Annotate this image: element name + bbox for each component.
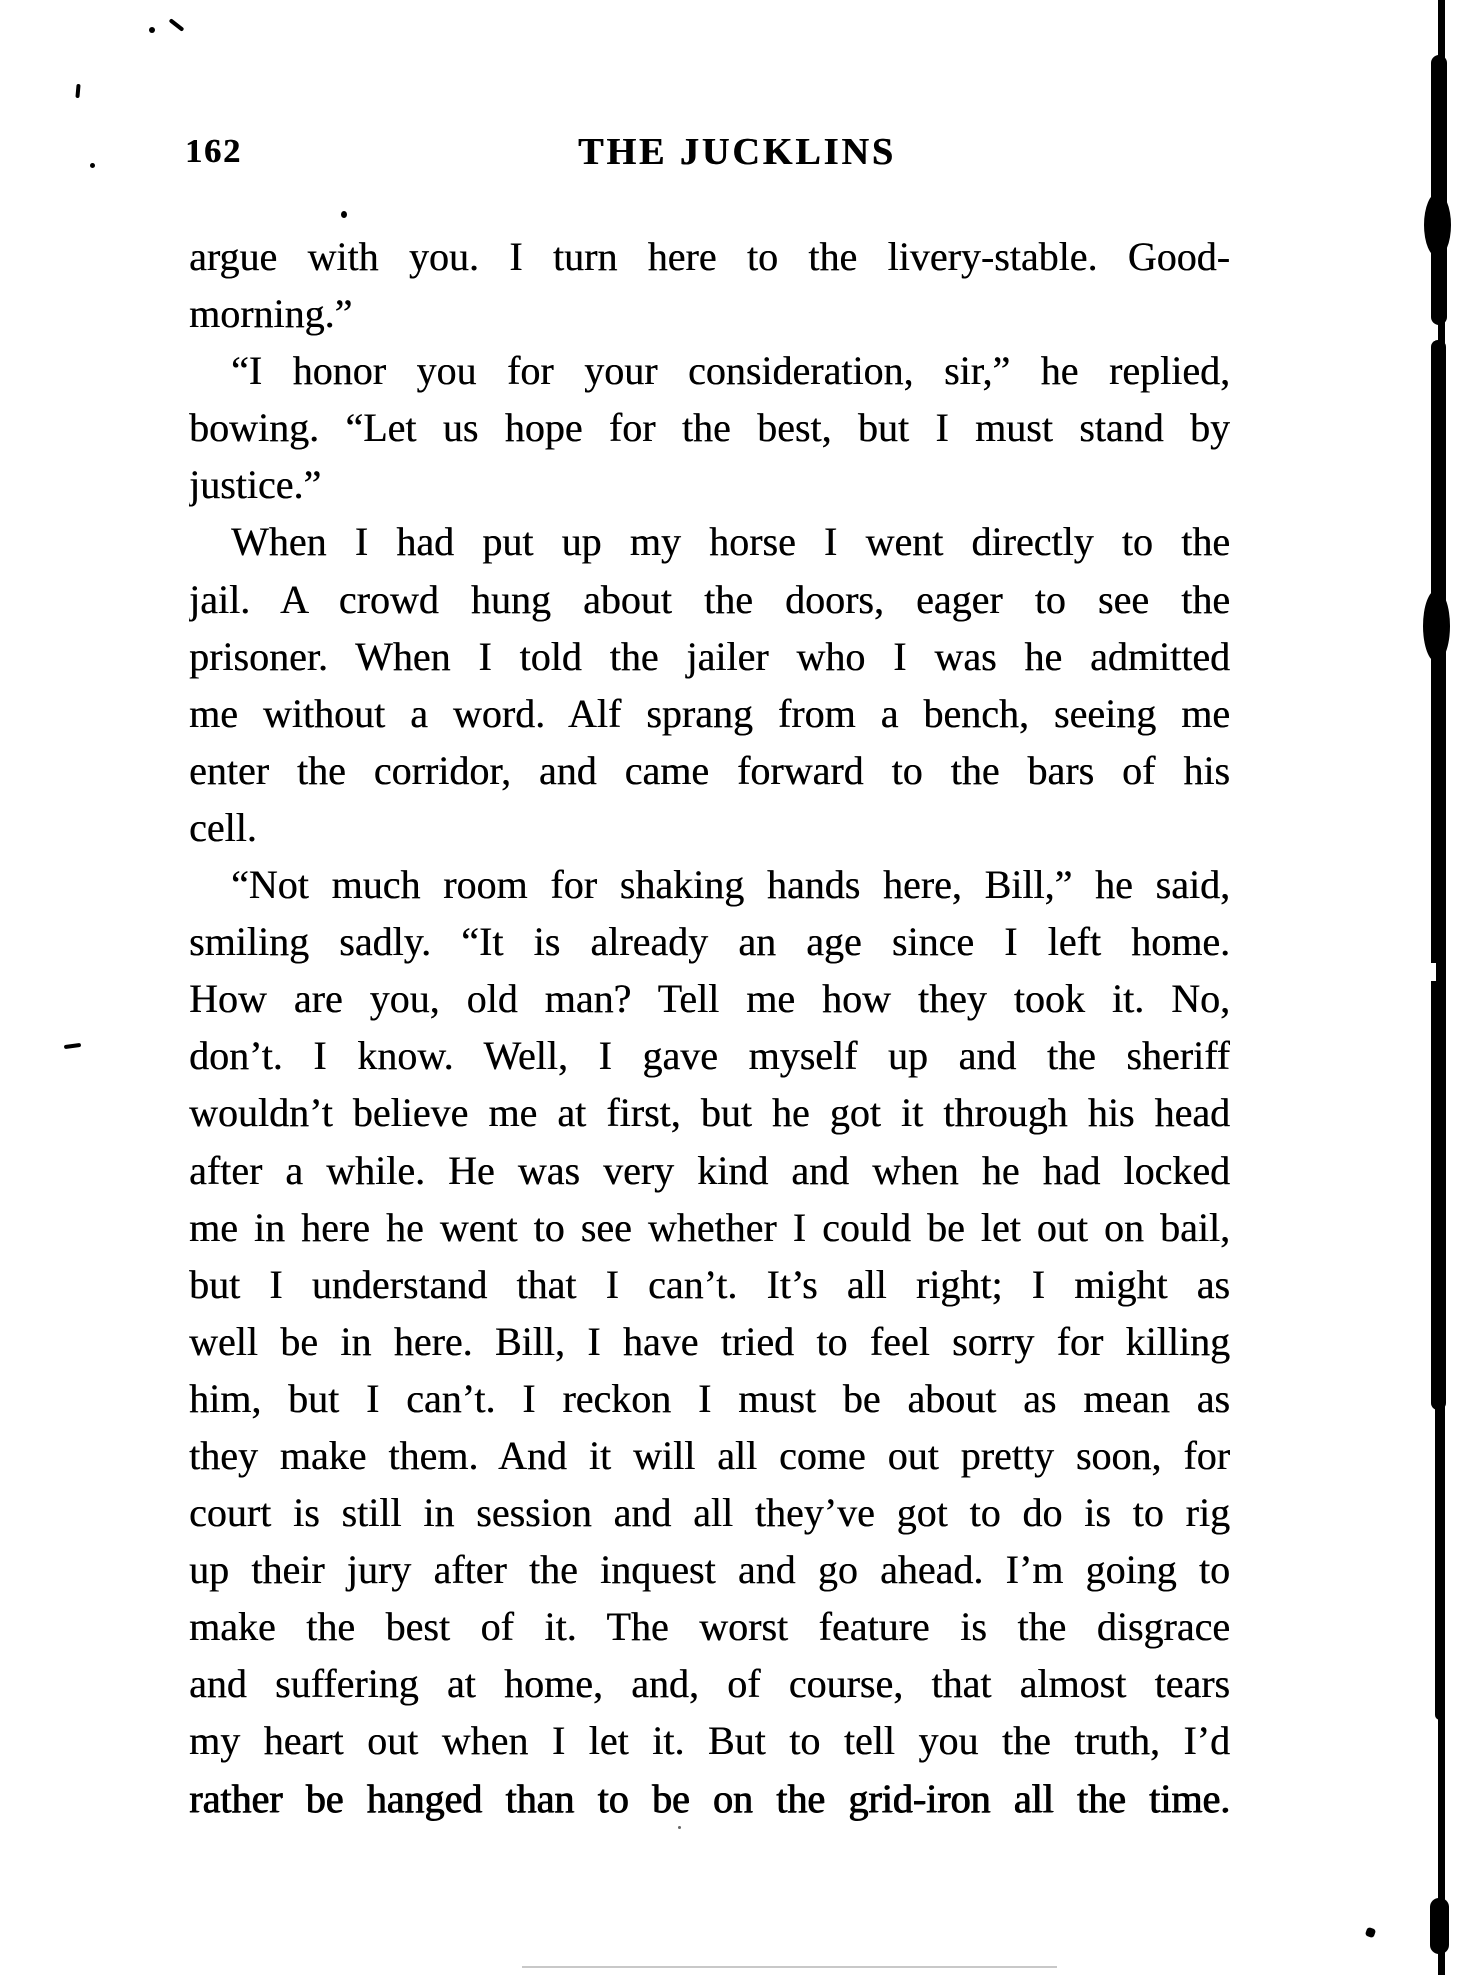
text-line: jail. A crowd hung about the doors, eager to see the	[189, 576, 1230, 622]
text-line: enter the corridor, and came forward to the bars of his	[189, 747, 1230, 793]
band-segment	[1424, 193, 1451, 257]
band-segment	[1435, 1400, 1445, 1720]
text-line: “Not much room for shaking hands here, Bill,” he said,	[231, 862, 1230, 908]
running-title: THE JUCKLINS	[578, 131, 896, 173]
text-line: him, but I can’t. I reckon I must be about as mean as	[189, 1375, 1230, 1421]
scan-bottom-rule	[522, 1966, 1057, 1968]
text-line: well be in here. Bill, I have tried to feel sorry for killing	[189, 1318, 1230, 1364]
text-line: don’t. I know. Well, I gave myself up and the sheriff	[189, 1033, 1230, 1079]
ink-speck	[169, 18, 185, 32]
text-line: make the best of it. The worst feature is the disgrace	[189, 1604, 1230, 1650]
text-line: court is still in session and all they’ve got to do is to rig	[189, 1490, 1230, 1536]
text-line: justice.”	[189, 462, 322, 508]
ink-speck	[1365, 1927, 1377, 1939]
ink-speck	[90, 163, 95, 168]
text-line: How are you, old man? Tell me how they took it. No,	[189, 976, 1230, 1022]
text-line: cell.	[189, 804, 257, 850]
band-segment	[1431, 340, 1446, 1410]
text-line: me without a word. Alf sprang from a bench, seeing me	[189, 690, 1230, 736]
text-line: after a while. He was very kind and when he had locked	[189, 1147, 1230, 1193]
band-segment	[1430, 1898, 1449, 1954]
text-line: prisoner. When I told the jailer who I was he admitted	[189, 633, 1230, 679]
band-gap	[1422, 330, 1435, 341]
text-line: smiling sadly. “It is already an age since I left home.	[189, 919, 1230, 965]
text-line: “I honor you for your consideration, sir,” he replied,	[231, 348, 1230, 394]
text-line: my heart out when I let it. But to tell you the truth, I’d	[189, 1718, 1230, 1764]
band-gap	[1422, 963, 1436, 981]
ink-speck	[64, 1043, 81, 1049]
text-line: morning.”	[189, 291, 353, 337]
ink-speck	[149, 27, 155, 33]
text-line: me in here he went to see whether I could be let out on bail,	[189, 1204, 1230, 1250]
page-number: 162	[185, 133, 242, 170]
ink-speck	[341, 211, 347, 218]
text-line: up their jury after the inquest and go ahead. I’m going to	[189, 1547, 1230, 1593]
text-line: rather be hanged than to be on the grid-iron all the time.	[189, 1775, 1230, 1821]
text-line: When I had put up my horse I went directly to the	[231, 519, 1230, 565]
text-line: and suffering at home, and, of course, that almost tears	[189, 1661, 1230, 1707]
text-line: bowing. “Let us hope for the best, but I must stand by	[189, 405, 1230, 451]
text-line: wouldn’t believe me at first, but he got it through his head	[189, 1090, 1230, 1136]
text-line: argue with you. I turn here to the livery-stable. Good-	[189, 234, 1230, 279]
ink-speck	[678, 1826, 681, 1829]
text-line: but I understand that I can’t. It’s all right; I might as	[189, 1261, 1230, 1307]
text-line: they make them. And it will all come out pretty soon, for	[189, 1432, 1230, 1478]
band-segment	[1431, 55, 1447, 325]
band-segment	[1423, 590, 1450, 662]
ink-speck	[75, 84, 80, 98]
body-text-block	[189, 228, 1230, 1827]
